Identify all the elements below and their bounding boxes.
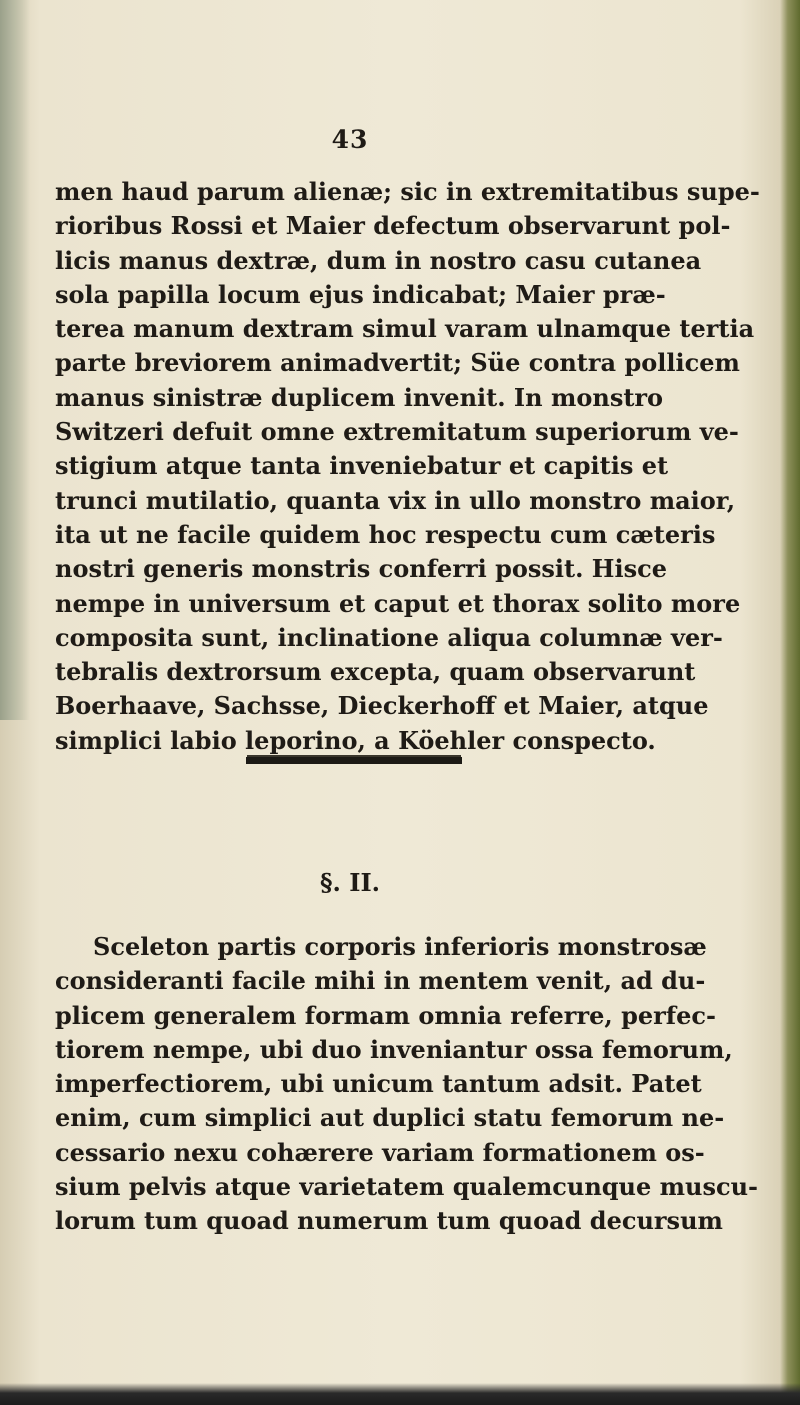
text-line: Boerhaave, Sachsse, Dieckerhoff et Maier, atque — [55, 691, 709, 721]
text-line: rioribus Rossi et Maier defectum observarunt pol- — [55, 211, 731, 241]
text-line: cessario nexu cohærere variam formationem os- — [55, 1137, 705, 1167]
text-line: men haud parum alienæ; sic in extremitatibus supe- — [55, 177, 760, 206]
paragraph-1 — [55, 175, 760, 758]
section-heading: §. II. — [319, 868, 381, 897]
text-line: simplici labio leporino, a Köehler conspecto. — [55, 725, 656, 755]
text-line: consideranti facile mihi in mentem venit, ad du- — [55, 966, 706, 996]
text-line: tebralis dextrorsum excepta, quam observarunt — [55, 657, 696, 687]
text-line: nempe in universum et caput et thorax solito more — [55, 588, 741, 618]
paragraph-2 — [55, 930, 758, 1239]
text-line: manus sinistræ duplicem invenit. In monstro — [55, 382, 664, 412]
text-line: trunci mutilatio, quanta vix in ullo monstro maior, — [55, 485, 736, 515]
page-edge-bottom — [0, 1383, 800, 1405]
text-line: Sceleton partis corporis inferioris monstrosæ — [93, 932, 707, 961]
text-line: stigium atque tanta inveniebatur et capitis et — [55, 451, 669, 481]
binding-shadow — [0, 0, 30, 720]
text-line: plicem generalem formam omnia referre, perfec- — [55, 1000, 716, 1030]
text-line: sium pelvis atque varietatem qualemcunque muscu- — [55, 1172, 758, 1202]
text-line: Switzeri defuit omne extremitatum superiorum ve- — [55, 417, 739, 447]
text-line: ita ut ne facile quidem hoc respectu cum cæteris — [55, 519, 716, 549]
section-divider-rule — [246, 757, 462, 764]
text-line: composita sunt, inclinatione aliqua columnæ ver- — [55, 622, 723, 652]
text-line: enim, cum simplici aut duplici statu femorum ne- — [55, 1103, 725, 1133]
text-line: imperfectiorem, ubi unicum tantum adsit. Patet — [55, 1069, 702, 1099]
page-edge-right — [780, 0, 800, 1405]
text-line: tiorem nempe, ubi duo inveniantur ossa femorum, — [55, 1034, 733, 1064]
text-line: sola papilla locum ejus indicabat; Maier præ- — [55, 279, 666, 309]
text-line: parte breviorem animadvertit; Süe contra pollicem — [55, 348, 740, 378]
text-line: nostri generis monstris conferri possit. Hisce — [55, 554, 667, 584]
text-line: licis manus dextræ, dum in nostro casu cutanea — [55, 245, 702, 275]
text-line: lorum tum quoad numerum tum quoad decursum — [55, 1206, 723, 1236]
text-line: terea manum dextram simul varam ulnamque tertia — [55, 314, 755, 344]
page-number: 43 — [331, 125, 369, 154]
